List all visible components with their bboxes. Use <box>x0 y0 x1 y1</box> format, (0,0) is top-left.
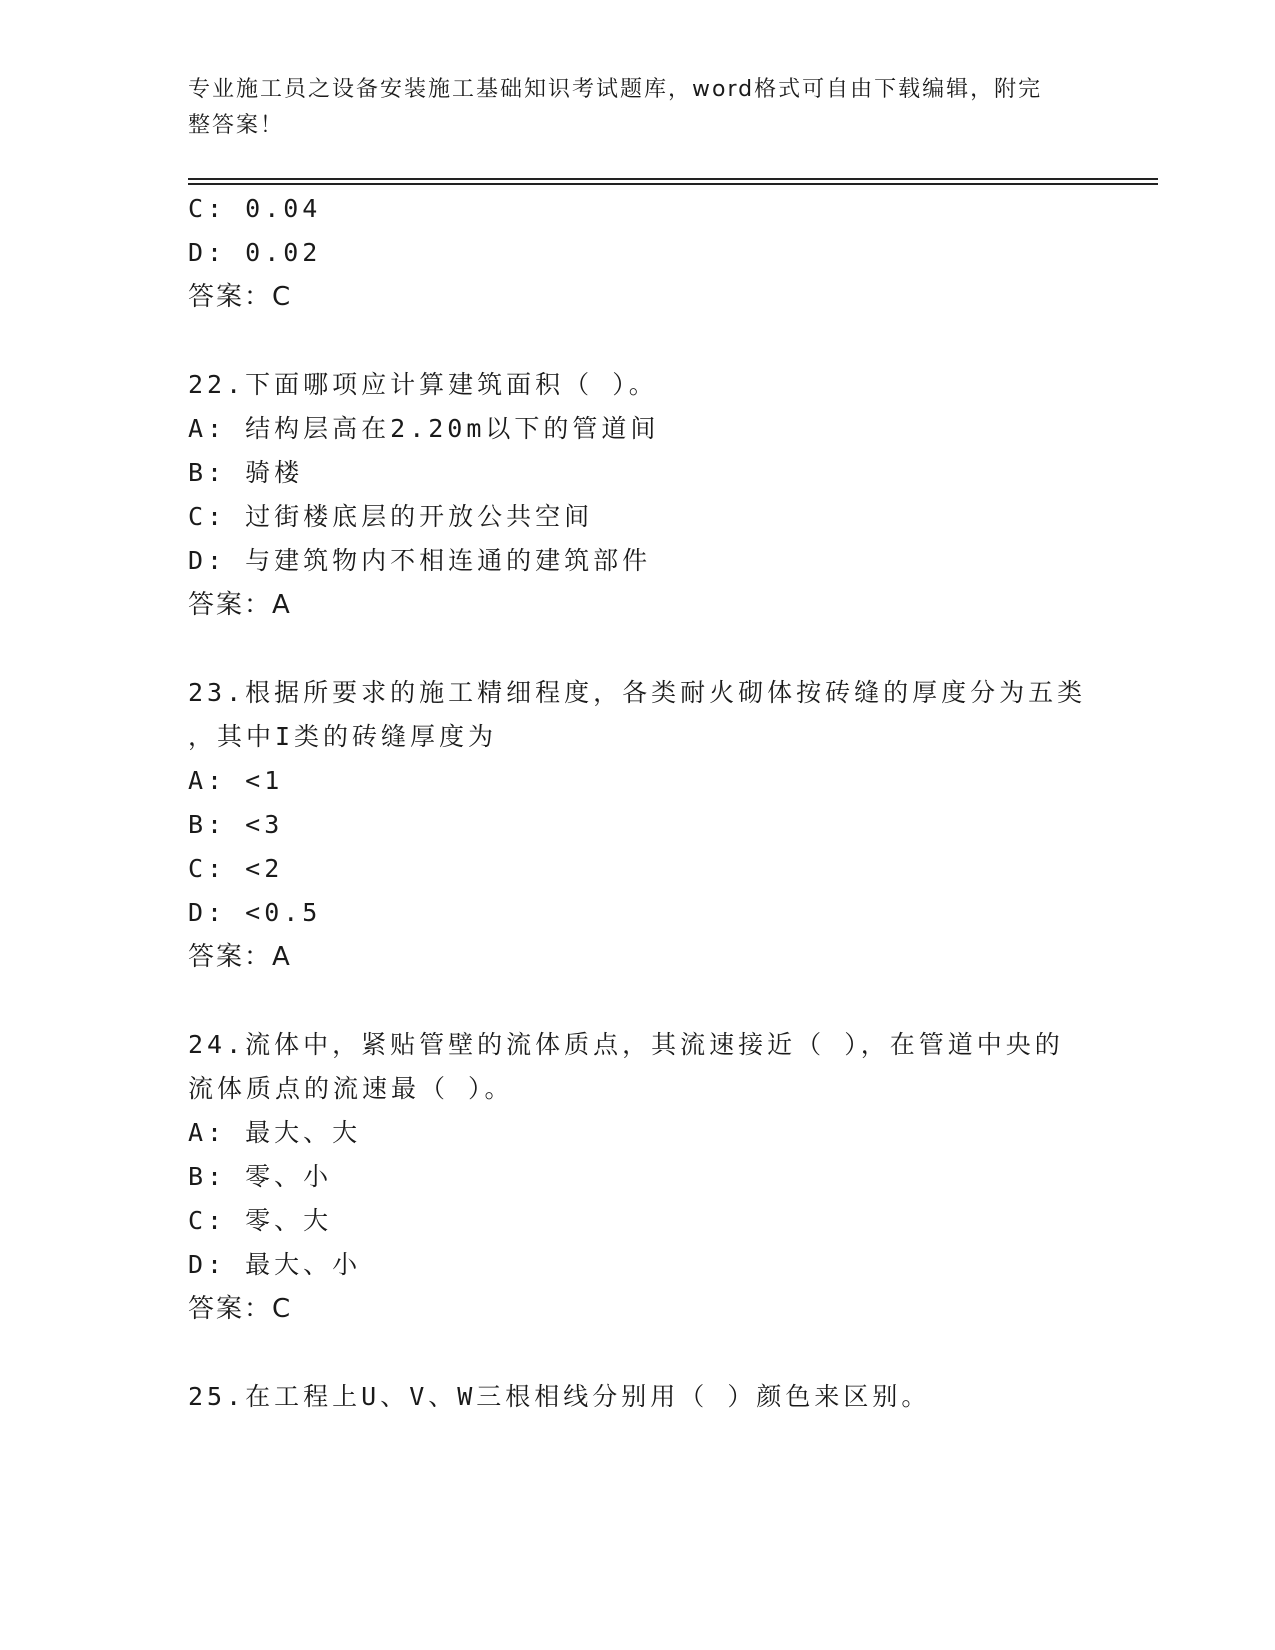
q23-stem-line-1: 23.根据所要求的施工精细程度，各类耐火砌体按砖缝的厚度分为五类 <box>188 678 1087 707</box>
q25-stem: 25.在工程上U、V、W三根相线分别用（ ）颜色来区别。 <box>188 1382 931 1411</box>
q21-option-c: C: 0.04 <box>188 194 322 223</box>
q21-answer: 答案：C <box>188 282 293 312</box>
header-line-2: 整答案！ <box>188 113 285 138</box>
q23-option-c: C: <2 <box>188 854 284 883</box>
q23-option-b: B: <3 <box>188 810 284 839</box>
q24-option-d: D: 最大、小 <box>188 1250 362 1279</box>
header-line-1: 专业施工员之设备安装施工基础知识考试题库，word格式可自由下载编辑，附完 <box>188 77 1043 102</box>
q24-option-b: B: 零、小 <box>188 1162 333 1191</box>
q24-answer: 答案：C <box>188 1294 293 1324</box>
q22-option-d: D: 与建筑物内不相连通的建筑部件 <box>188 546 652 575</box>
q22-option-c: C: 过街楼底层的开放公共空间 <box>188 502 594 531</box>
q22-option-b: B: 骑楼 <box>188 458 304 487</box>
q24-stem-line-2: 流体质点的流速最（ ）。 <box>188 1074 514 1103</box>
q23-option-d: D: <0.5 <box>188 898 322 927</box>
q23-stem-line-2: ，其中I类的砖缝厚度为 <box>188 722 498 751</box>
q21-option-d: D: 0.02 <box>188 238 322 267</box>
q22-answer: 答案：A <box>188 590 292 620</box>
header-divider-bottom <box>188 183 1158 185</box>
q24-option-a: A: 最大、大 <box>188 1118 362 1147</box>
q23-option-a: A: <1 <box>188 766 284 795</box>
q24-stem-line-1: 24.流体中，紧贴管壁的流体质点，其流速接近（ ），在管道中央的 <box>188 1030 1064 1059</box>
document-header <box>188 72 1068 144</box>
q23-answer: 答案：A <box>188 942 292 972</box>
q22-option-a: A: 结构层高在2.20m以下的管道间 <box>188 414 660 443</box>
header-divider-top <box>188 178 1158 180</box>
q24-option-c: C: 零、大 <box>188 1206 333 1235</box>
q22-stem: 22.下面哪项应计算建筑面积（ ）。 <box>188 370 658 399</box>
